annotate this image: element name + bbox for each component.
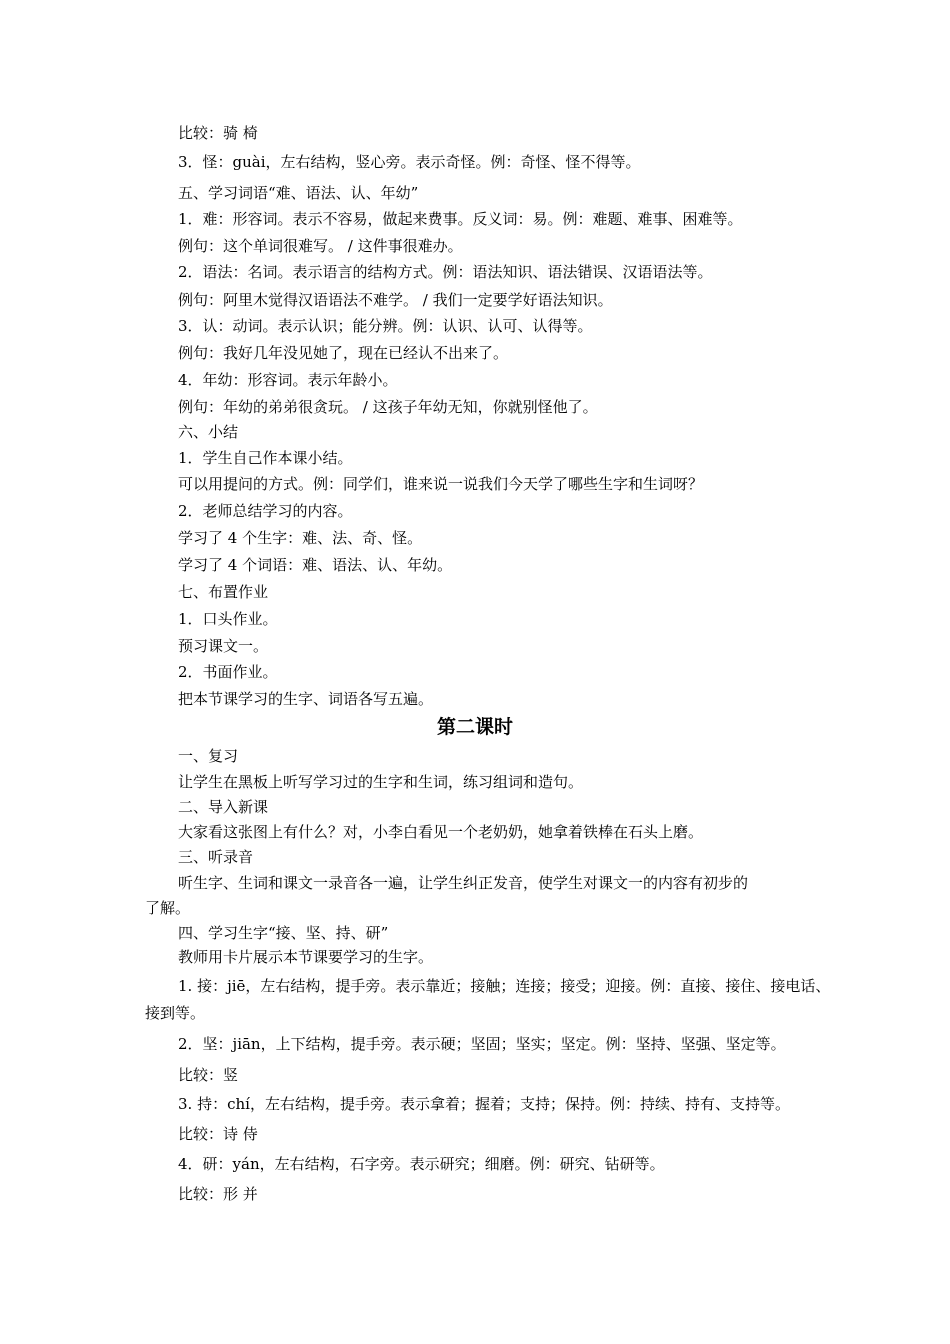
text-line: 了解。 xyxy=(145,899,191,917)
section-heading: 六、小结 xyxy=(178,423,239,441)
section-heading: 二、导入新课 xyxy=(178,798,269,816)
text-line: 例句：我好几年没见她了，现在已经认不出来了。 xyxy=(178,344,509,362)
text-line: 4．年幼：形容词。表示年龄小。 xyxy=(178,371,398,389)
text-line: 让学生在黑板上听写学习过的生字和生词，练习组词和造句。 xyxy=(178,773,584,791)
text-line: 比较：竖 xyxy=(178,1066,239,1084)
text-line: 学习了 4 个词语：难、语法、认、年幼。 xyxy=(178,556,453,574)
text-line: 2．书面作业。 xyxy=(178,663,278,681)
section-heading: 七、布置作业 xyxy=(178,583,269,601)
text-line: 比较：诗 侍 xyxy=(178,1125,258,1143)
text-line: 1. 接：jiē，左右结构，提手旁。表示靠近；接触；连接；接受；迎接。例：直接、接住、接电话、 xyxy=(178,977,831,995)
section-heading: 五、学习词语“难、语法、认、年幼” xyxy=(178,184,419,202)
text-line: 接到等。 xyxy=(145,1004,206,1022)
text-line: 可以用提问的方式。例：同学们，谁来说一说我们今天学了哪些生字和生词呀？ xyxy=(178,475,704,493)
text-line: 1．难：形容词。表示不容易，做起来费事。反义词：易。例：难题、难事、困难等。 xyxy=(178,210,743,228)
text-line: 学习了 4 个生字：难、法、奇、怪。 xyxy=(178,529,423,547)
text-line: 2．语法：名词。表示语言的结构方式。例：语法知识、语法错误、汉语语法等。 xyxy=(178,263,713,281)
text-line: 例句：阿里木觉得汉语语法不难学。 / 我们一定要学好语法知识。 xyxy=(178,291,613,309)
text-line: 听生字、生词和课文一录音各一遍，让学生纠正发音，使学生对课文一的内容有初步的 xyxy=(178,874,749,892)
section-heading: 一、复习 xyxy=(178,747,239,765)
text-line: 4．研：yán，左右结构，石字旁。表示研究；细磨。例：研究、钻研等。 xyxy=(178,1155,665,1173)
text-line: 把本节课学习的生字、词语各写五遍。 xyxy=(178,690,434,708)
lesson-title: 第二课时 xyxy=(436,716,513,738)
text-line: 比较：形 并 xyxy=(178,1185,258,1203)
text-line: 3．认：动词。表示认识；能分辨。例：认识、认可、认得等。 xyxy=(178,317,593,335)
text-line: 1．学生自己作本课小结。 xyxy=(178,449,353,467)
text-line: 例句：年幼的弟弟很贪玩。 / 这孩子年幼无知，你就别怪他了。 xyxy=(178,398,598,416)
text-line: 预习课文一。 xyxy=(178,637,269,655)
text-line: 教师用卡片展示本节课要学习的生字。 xyxy=(178,948,434,966)
text-line: 2．老师总结学习的内容。 xyxy=(178,502,353,520)
section-heading: 四、学习生字“接、坚、持、研” xyxy=(178,924,389,942)
text-line: 比较：骑 椅 xyxy=(178,124,258,142)
section-heading: 三、听录音 xyxy=(178,848,254,866)
text-line: 大家看这张图上有什么？对，小李白看见一个老奶奶，她拿着铁棒在石头上磨。 xyxy=(178,823,704,841)
text-line: 3. 持：chí，左右结构，提手旁。表示拿着；握着；支持；保持。例：持续、持有、支持等。 xyxy=(178,1095,790,1113)
text-line: 3．怪：guài，左右结构，竖心旁。表示奇怪。例：奇怪、怪不得等。 xyxy=(178,153,641,171)
text-line: 2．坚：jiān，上下结构，提手旁。表示硬；坚固；坚实；坚定。例：坚持、坚强、坚定等。 xyxy=(178,1035,786,1053)
text-line: 例句：这个单词很难写。 / 这件事很难办。 xyxy=(178,237,463,255)
text-line: 1．口头作业。 xyxy=(178,610,278,628)
